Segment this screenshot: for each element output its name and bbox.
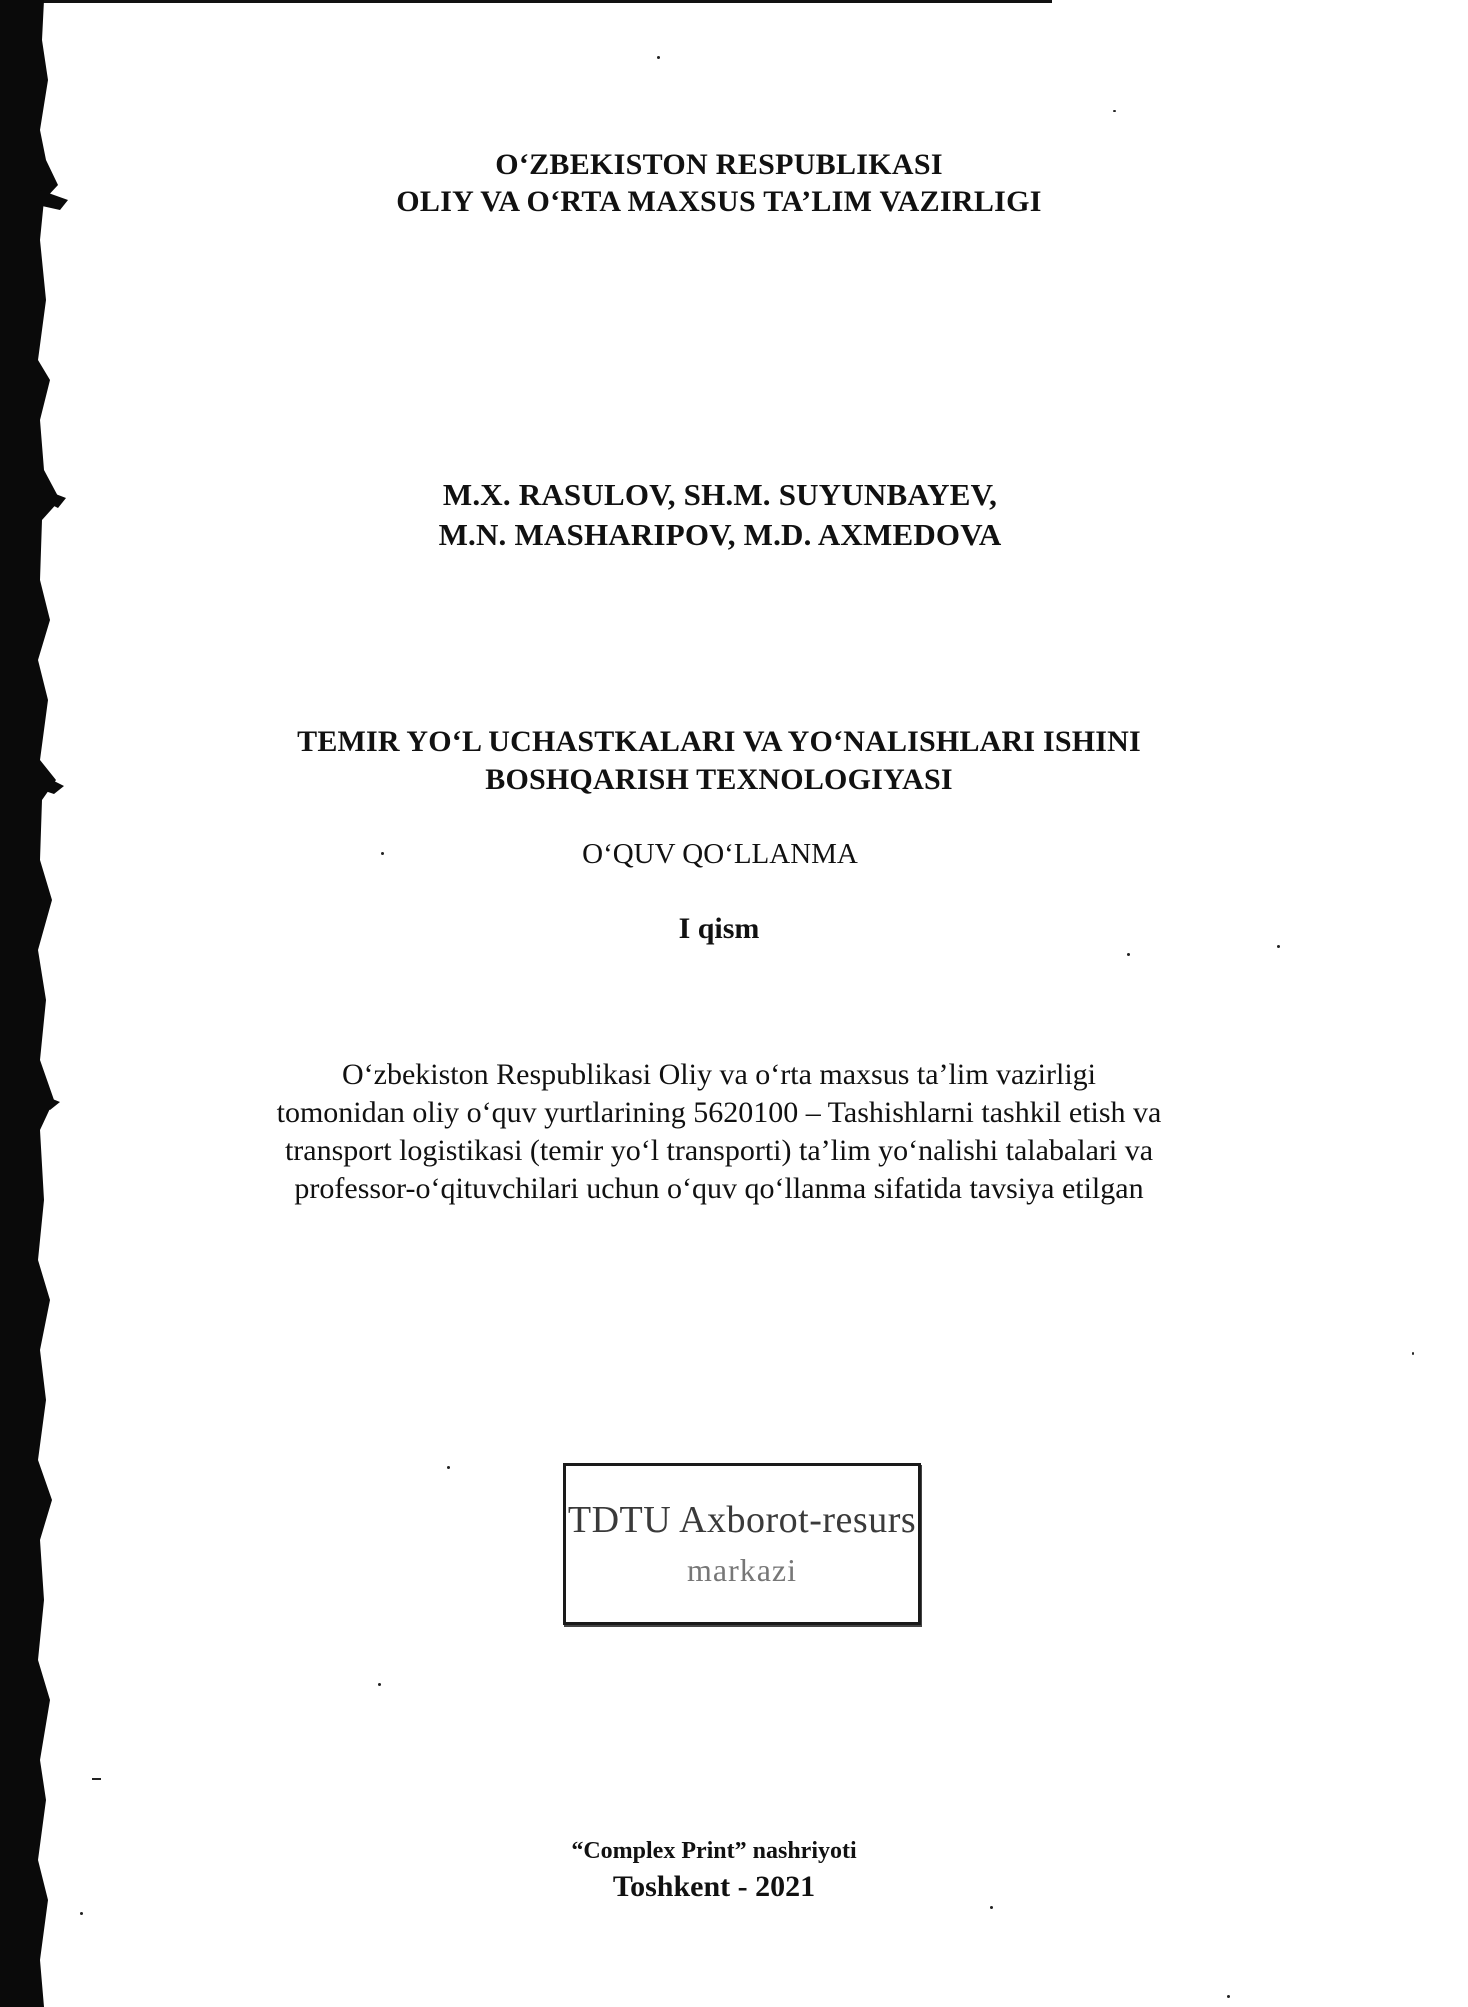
scan-speck (990, 1906, 993, 1909)
publisher: “Complex Print” nashriyoti (571, 1838, 857, 1864)
scan-speck (447, 1466, 450, 1469)
scan-speck (1277, 945, 1280, 948)
scan-speck (657, 56, 660, 59)
recommendation-line-2: tomonidan oliy o‘quv yurtlarining 5620100 – Tashishlarni tashkil etish va (276, 1096, 1162, 1129)
ministry-line-1: O‘ZBEKISTON RESPUBLIKASI (495, 148, 943, 181)
authors-line-1: M.X. RASULOV, SH.M. SUYUNBAYEV, (442, 477, 998, 512)
scan-torn-edge (0, 0, 70, 2007)
stamp-line-2: markazi (686, 1552, 798, 1588)
part-label: I qism (678, 912, 760, 945)
title-line-1: TEMIR YO‘L UCHASTKALARI VA YO‘NALISHLARI ISHINI (297, 725, 1141, 758)
recommendation-line-4: professor-o‘qituvchilari uchun o‘quv qo‘llanma sifatida tavsiya etilgan (294, 1172, 1144, 1205)
title-line-2: BOSHQARISH TEXNOLOGIYASI (485, 763, 953, 796)
stamp-line-1: TDTU Axborot-resurs (567, 1499, 917, 1541)
scan-speck (381, 852, 384, 855)
city-year: Toshkent - 2021 (612, 1870, 816, 1903)
scan-speck (1127, 953, 1130, 956)
recommendation-line-3: transport logistikasi (temir yo‘l transporti) ta’lim yo‘nalishi talabalari va (284, 1134, 1154, 1167)
library-stamp (563, 1463, 921, 1625)
authors-line-2: M.N. MASHARIPOV, M.D. AXMEDOVA (438, 517, 1002, 552)
scan-speck (92, 1778, 101, 1780)
scan-speck (1412, 1352, 1414, 1355)
scan-speck (80, 1912, 83, 1915)
document-type: O‘QUV QO‘LLANMA (582, 838, 858, 870)
scan-speck (1113, 110, 1116, 112)
recommendation-line-1: O‘zbekiston Respublikasi Oliy va o‘rta maxsus ta’lim vazirligi (341, 1058, 1096, 1091)
scan-speck (1227, 1995, 1230, 1998)
ministry-line-2: OLIY VA O‘RTA MAXSUS TA’LIM VAZIRLIGI (396, 185, 1042, 218)
scan-speck (378, 1683, 381, 1686)
top-border-line (0, 0, 1052, 3)
